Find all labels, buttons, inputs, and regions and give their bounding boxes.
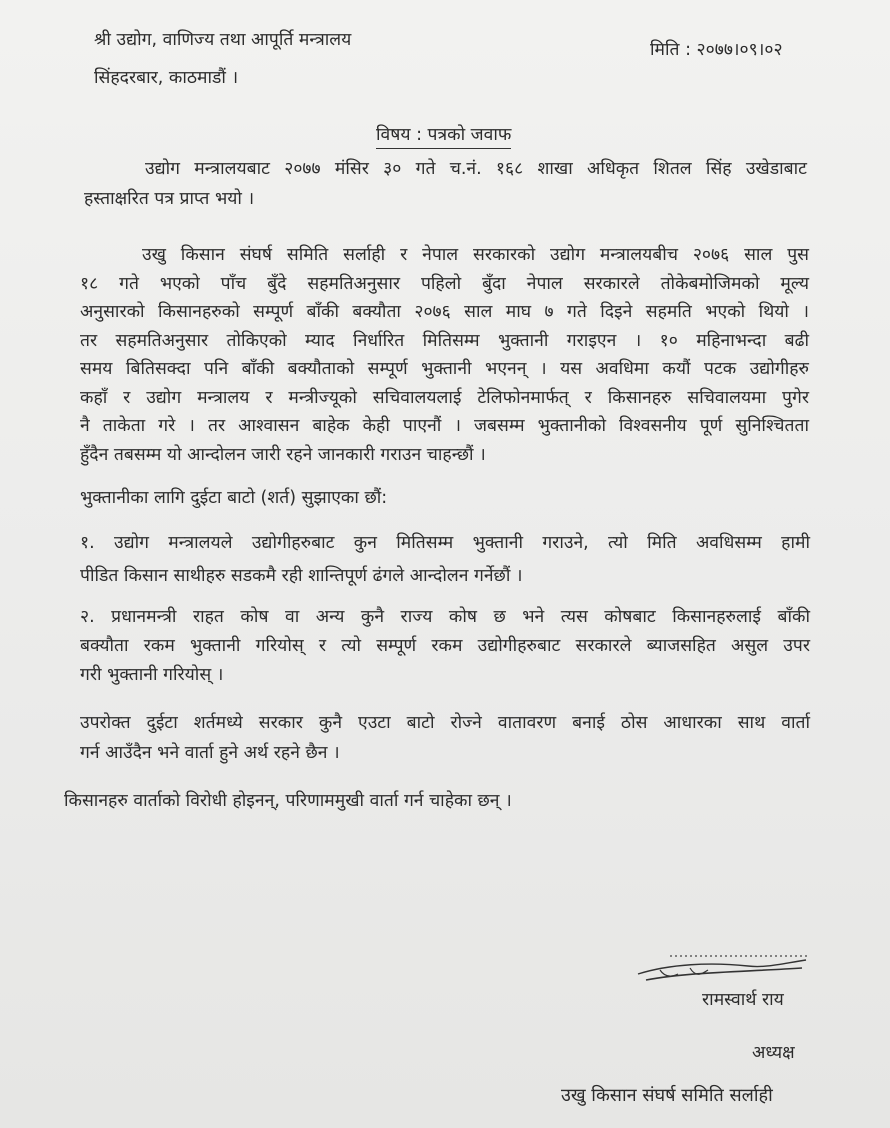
letter-date: मिति : २०७७।०९।०२ [650,40,783,60]
recipient-line-1: श्री उद्योग, वाणिज्य तथा आपूर्ति मन्त्रालय [94,30,352,50]
point-1-line-1: १. उद्योग मन्त्रालयले उद्योगीहरुबाट कुन मितिसम्म भुक्तानी गराउने, त्यो मिति अवधिसम्म हामी [80,533,810,553]
handwritten-signature [630,950,815,988]
paragraph-1-line-1: उद्योग मन्त्रालयबाट २०७७ मंसिर ३० गते च.नं. १६८ शाखा अधिकृत शितल सिंह उखेडाबाट [145,159,807,179]
signatory-title: अध्यक्ष [752,1043,795,1063]
recipient-line-2: सिंहदरबार, काठमाडौं । [94,68,239,88]
signatory-name: रामस्वार्थ राय [702,990,784,1010]
signatory-organization: उखु किसान संघर्ष समिति सर्लाही [561,1085,773,1106]
paragraph-2-line-3: अनुसारको किसानहरुको सम्पूर्ण बाँकी बक्यौता २०७६ साल माघ ७ गते दिइने सहमति भएको थियो । [80,302,809,322]
point-2-line-2: बक्यौता रकम भुक्तानी गरियोस् र त्यो सम्पूर्ण रकम उद्योगीहरुबाट सरकारले ब्याजसहित असुल उपर [80,636,810,656]
paragraph-3: भुक्तानीका लागि दुईटा बाटो (शर्त) सुझाएका छौं: [80,488,388,508]
point-2-line-1: २. प्रधानमन्त्री राहत कोष वा अन्य कुनै राज्य कोष छ भने त्यस कोषबाट किसानहरुलाई बाँकी [80,607,810,627]
point-2-line-3: गरी भुक्तानी गरियोस् । [80,665,224,685]
paragraph-4-line-1: उपरोक्त दुईटा शर्तमध्ये सरकार कुनै एउटा बाटो रोज्ने वातावरण बनाई ठोस आधारका साथ वार्ता [80,713,810,733]
paragraph-2-line-4: तर सहमतिअनुसार तोकिएको म्याद निर्धारित मितिसम्म भुक्तानी गराइएन । १० महिनाभन्दा बढी [80,331,809,351]
paragraph-4-line-2: गर्न आउँदैन भने वार्ता हुने अर्थ रहने छैन । [80,743,340,763]
paragraph-2-line-5: समय बितिसक्दा पनि बाँकी बक्यौताको सम्पूर्ण भुक्तानी भएनन् । यस अवधिमा कयौं पटक उद्योगीहरु [80,359,809,379]
paragraph-2-line-8: हुँदैन तबसम्म यो आन्दोलन जारी रहने जानकारी गराउन चाहन्छौं । [80,445,486,465]
paragraph-5: किसानहरु वार्ताको विरोधी होइनन्, परिणाममुखी वार्ता गर्न चाहेका छन् । [64,791,512,811]
paragraph-2-line-1: उखु किसान संघर्ष समिति सर्लाही र नेपाल सरकारको उद्योग मन्त्रालयबीच २०७६ साल पुस [142,245,809,265]
paragraph-2-line-7: नै ताकेता गरे । तर आश्वासन बाहेक केही पाएनौं । जबसम्म भुक्तानीको विश्वसनीय पूर्ण सुनिश्चितता [80,416,809,436]
letter-subject: विषय : पत्रको जवाफ [376,123,511,149]
point-1-line-2: पीडित किसान साथीहरु सडकमै रही शान्तिपूर्ण ढंगले आन्दोलन गर्नेछौं । [80,566,523,586]
paragraph-2-line-6: कहाँ र उद्योग मन्त्रालय र मन्त्रीज्यूको सचिवालयलाई टेलिफोनमार्फत् र किसानहरु सचिवालयमा पुगेर [80,388,809,408]
paragraph-2-line-2: १८ गते भएको पाँच बुँदे सहमतिअनुसार पहिलो बुँदा नेपाल सरकारले तोकेबमोजिमको मूल्य [80,274,809,294]
paragraph-1-line-2: हस्ताक्षरित पत्र प्राप्त भयो । [84,189,255,209]
